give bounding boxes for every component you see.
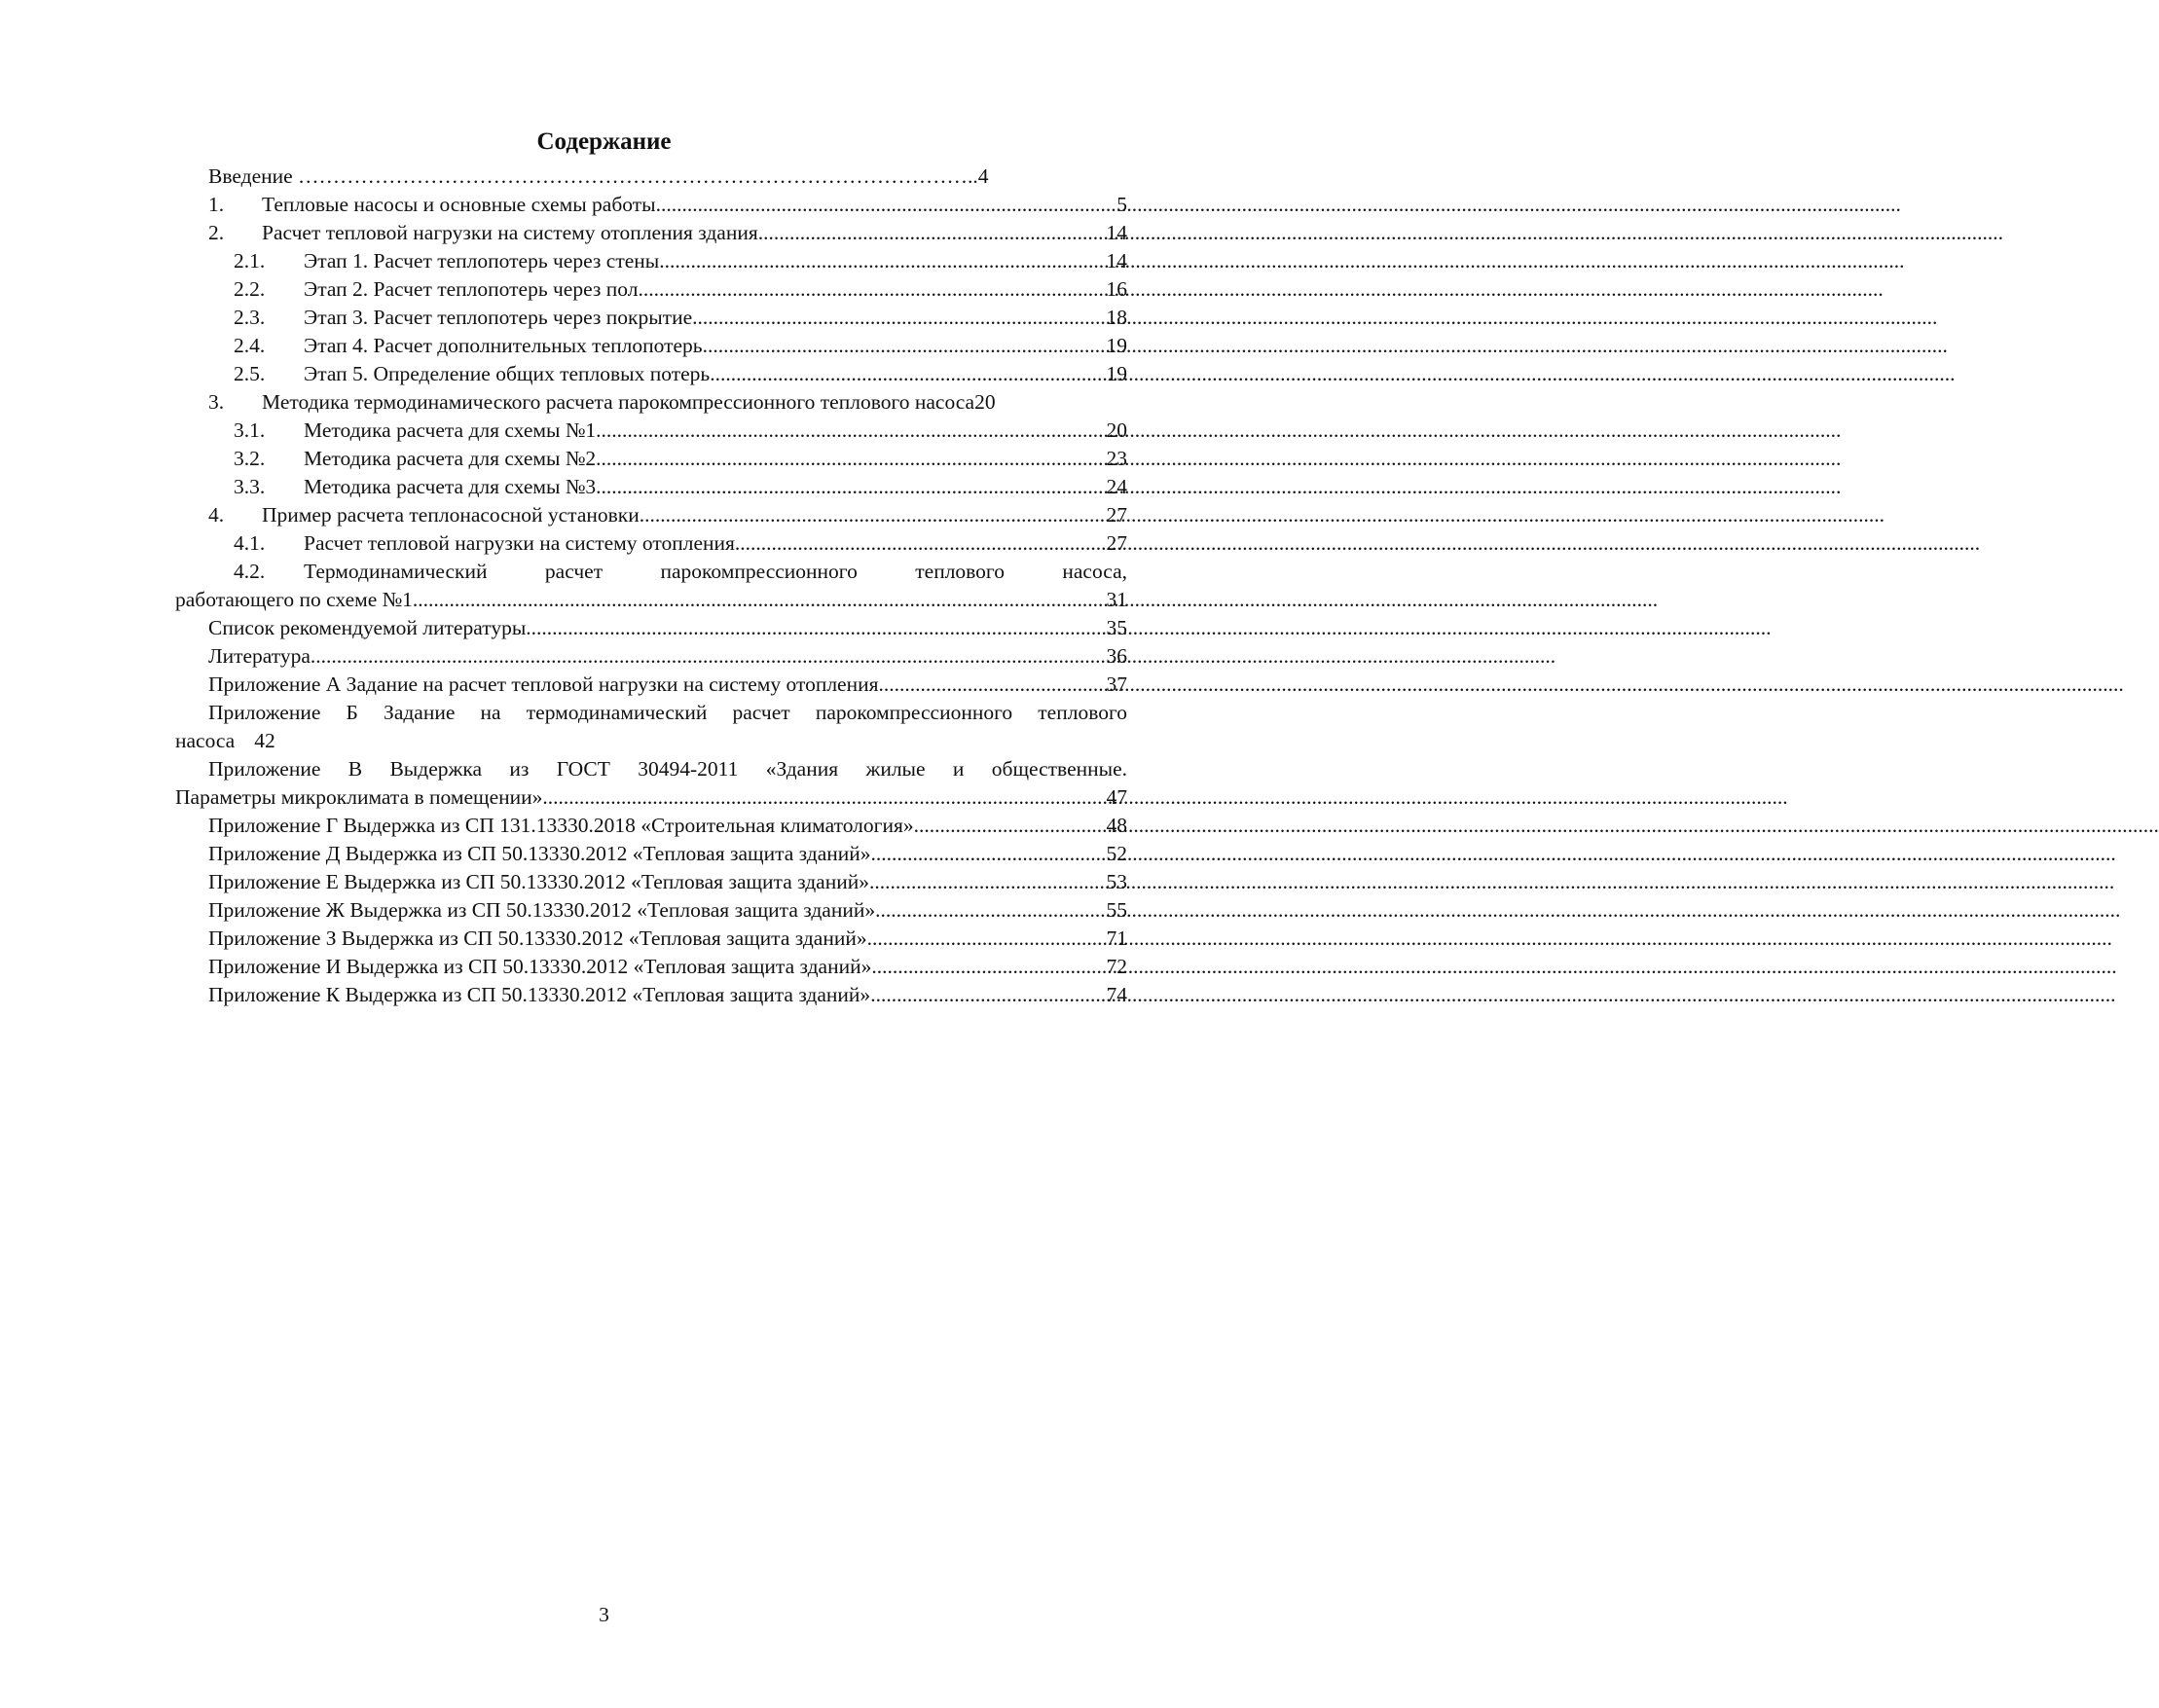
toc-leader-dots <box>656 191 1117 219</box>
toc-entry-text: Расчет тепловой нагрузки на систему отопления здания <box>262 221 758 244</box>
toc-entry-page: 27 <box>1106 503 1127 527</box>
toc-entry-3-2[interactable] <box>175 445 1127 473</box>
toc-entry-line <box>175 558 1127 586</box>
toc-entry-text: Приложение К Выдержка из СП 50.13330.2012 «Тепловая защита зданий» <box>208 983 871 1006</box>
toc-entry-page: 72 <box>1106 955 1127 978</box>
toc-leader-dots <box>703 332 1107 360</box>
toc-entry-2-5[interactable] <box>175 360 1127 388</box>
toc-entry-text: Пример расчета теплонасосной установки <box>262 503 640 527</box>
toc-leader-dots <box>596 445 1106 473</box>
toc-entry-line <box>175 783 1127 812</box>
toc-entry-page: 19 <box>1106 334 1127 357</box>
toc-entry-4[interactable] <box>175 501 1127 529</box>
toc-entry-1[interactable] <box>175 191 1127 219</box>
toc-entry-text: Расчет тепловой нагрузки на систему отопления <box>304 531 735 555</box>
toc-entry-number: 4. <box>208 503 225 527</box>
toc-entry-page: 36 <box>1106 644 1127 668</box>
toc-entry-page: 18 <box>1106 306 1127 329</box>
toc-entry-text: Введение …………………………………………………………………………………….. <box>208 164 978 188</box>
toc-entry-text: Термодинамический расчет парокомпрессионного теплового насоса, <box>304 560 1127 583</box>
toc-leader-dots <box>870 981 1106 1009</box>
toc-entry-page: 24 <box>1106 475 1127 498</box>
toc-entry-line <box>175 755 1127 783</box>
page-number: 3 <box>599 1603 609 1626</box>
toc-entry-4-1[interactable] <box>175 529 1127 558</box>
toc-entry-line <box>175 699 1127 727</box>
toc-entry-page: 31 <box>1106 588 1127 611</box>
toc-entry-page: 71 <box>1106 927 1127 950</box>
toc-entry-page: 53 <box>1106 870 1127 893</box>
table-of-contents <box>175 163 1127 1009</box>
toc-entry-page: 14 <box>1106 221 1127 244</box>
toc-entry-number: 2.2. <box>234 277 266 301</box>
toc-leader-dots <box>710 360 1106 388</box>
toc-entry-text: Приложение Г Выдержка из СП 131.13330.2018 «Строительная климатология» <box>208 814 914 837</box>
toc-entry-line <box>175 727 1127 755</box>
toc-entry-3[interactable] <box>175 388 1127 417</box>
toc-entry-text: Литература <box>208 644 311 668</box>
toc-entry-text: Список рекомендуемой литературы <box>208 616 527 639</box>
toc-entry-appendix-z[interactable] <box>175 925 1127 953</box>
toc-entry-appendix-e[interactable] <box>175 868 1127 896</box>
toc-entry-text: Этап 4. Расчет дополнительных теплопотерь <box>304 334 703 357</box>
toc-leader-dots <box>692 304 1106 332</box>
toc-leader-dots <box>596 473 1106 501</box>
toc-entry-number: 2.3. <box>234 306 266 329</box>
toc-entry-2-1[interactable] <box>175 247 1127 275</box>
toc-leader-dots <box>758 219 1107 247</box>
toc-entry-text: Методика расчета для схемы №1 <box>304 418 597 442</box>
toc-entry-appendix-d[interactable] <box>175 840 1127 868</box>
toc-entry-page: 35 <box>1106 616 1127 639</box>
toc-entry-number: 2.4. <box>234 334 266 357</box>
toc-entry-text: Приложение А Задание на расчет тепловой нагрузки на систему отопления <box>208 672 879 696</box>
toc-entry-page: 52 <box>1106 842 1127 865</box>
toc-leader-dots <box>526 614 1106 642</box>
toc-entry-text: Этап 3. Расчет теплопотерь через покрытие <box>304 306 693 329</box>
toc-entry-page: 16 <box>1106 277 1127 301</box>
toc-entry-line <box>175 586 1127 614</box>
toc-leader-dots <box>867 925 1107 953</box>
toc-leader-dots <box>311 642 1107 671</box>
toc-entry-3-1[interactable] <box>175 417 1127 445</box>
toc-entry-number: 3. <box>208 390 225 414</box>
toc-entry-appendix-v[interactable] <box>175 755 1127 812</box>
toc-entry-text: Приложение Д Выдержка из СП 50.13330.2012 «Тепловая защита зданий» <box>208 842 871 865</box>
toc-entry-2-3[interactable] <box>175 304 1127 332</box>
toc-entry-text: Приложение В Выдержка из ГОСТ 30494-2011 «Здания жилые и общественные. <box>208 757 1127 781</box>
toc-entry-text: Приложение З Выдержка из СП 50.13330.2012 «Тепловая защита зданий» <box>208 927 867 950</box>
toc-entry-literature[interactable] <box>175 642 1127 671</box>
toc-entry-number: 1. <box>208 193 225 216</box>
toc-leader-dots <box>869 868 1107 896</box>
page-title: Содержание <box>536 128 672 155</box>
toc-entry-4-2[interactable] <box>175 558 1127 614</box>
toc-entry-appendix-i[interactable] <box>175 953 1127 981</box>
toc-entry-page: 42 <box>254 729 275 752</box>
toc-entry-text: Приложение И Выдержка из СП 50.13330.2012 «Тепловая защита зданий» <box>208 955 872 978</box>
toc-leader-dots <box>659 247 1106 275</box>
toc-entry-appendix-b[interactable] <box>175 699 1127 755</box>
toc-entry-appendix-zh[interactable] <box>175 896 1127 925</box>
toc-entry-page: 23 <box>1106 447 1127 470</box>
toc-entry-number: 4.1. <box>234 531 266 555</box>
toc-entry-text: Методика расчета для схемы №3 <box>304 475 597 498</box>
toc-entry-recommended-literature[interactable] <box>175 614 1127 642</box>
toc-entry-number: 3.3. <box>234 475 266 498</box>
toc-entry-appendix-g[interactable] <box>175 812 1127 840</box>
toc-entry-text-cont: работающего по схеме №1 <box>175 588 413 611</box>
toc-entry-page: 37 <box>1106 672 1127 696</box>
toc-leader-dots <box>879 671 1107 699</box>
toc-entry-page: 20 <box>1106 418 1127 442</box>
toc-leader-dots <box>871 953 1106 981</box>
toc-leader-dots <box>871 840 1107 868</box>
toc-entry-page: 27 <box>1106 531 1127 555</box>
toc-entry-text: Методика расчета для схемы №2 <box>304 447 597 470</box>
toc-entry-number: 2.1. <box>234 249 266 273</box>
toc-entry-page: 47 <box>1106 785 1127 809</box>
toc-entry-number: 2. <box>208 221 225 244</box>
toc-leader-dots <box>542 783 1106 812</box>
toc-entry-text: Этап 1. Расчет теплопотерь через стены <box>304 249 660 273</box>
toc-entry-page: 74 <box>1106 983 1127 1006</box>
toc-entry-text: Приложение Б Задание на термодинамический расчет парокомпрессионного теплового <box>208 701 1127 724</box>
toc-leader-dots <box>638 275 1106 304</box>
toc-entry-text: Этап 5. Определение общих тепловых потерь <box>304 362 711 385</box>
toc-leader-dots <box>596 417 1106 445</box>
toc-entry-text: Приложение Ж Выдержка из СП 50.13330.2012 «Тепловая защита зданий» <box>208 898 876 922</box>
toc-entry-page: 55 <box>1106 898 1127 922</box>
toc-entry-number: 3.2. <box>234 447 266 470</box>
toc-entry-2-4[interactable] <box>175 332 1127 360</box>
toc-entry-number: 2.5. <box>234 362 266 385</box>
toc-entry-text-cont: Параметры микроклимата в помещении» <box>175 785 543 809</box>
toc-entry-appendix-k[interactable] <box>175 981 1127 1009</box>
toc-entry-text-cont: насоса <box>175 729 236 752</box>
toc-entry-3-3[interactable] <box>175 473 1127 501</box>
toc-leader-dots <box>413 586 1107 614</box>
toc-leader-dots <box>640 501 1107 529</box>
toc-entry-2[interactable] <box>175 219 1127 247</box>
toc-entry-page: 5 <box>1116 193 1127 216</box>
toc-entry-appendix-a[interactable] <box>175 671 1127 699</box>
toc-entry-page: 4 <box>977 164 989 188</box>
toc-entry-page: 19 <box>1106 362 1127 385</box>
toc-entry-intro[interactable] <box>175 163 1127 191</box>
toc-entry-page: 48 <box>1106 814 1127 837</box>
toc-leader-dots <box>914 812 1107 840</box>
toc-entry-page: 20 <box>974 390 996 414</box>
toc-entry-number: 4.2. <box>234 560 266 583</box>
toc-leader-dots <box>875 896 1106 925</box>
toc-entry-number: 3.1. <box>234 418 266 442</box>
toc-entry-text: Приложение Е Выдержка из СП 50.13330.2012 «Тепловая защита зданий» <box>208 870 869 893</box>
toc-entry-text: Этап 2. Расчет теплопотерь через пол <box>304 277 639 301</box>
toc-entry-text: Тепловые насосы и основные схемы работы <box>262 193 656 216</box>
toc-entry-text: Методика термодинамического расчета парокомпрессионного теплового насоса <box>262 390 975 414</box>
toc-entry-2-2[interactable] <box>175 275 1127 304</box>
toc-leader-dots <box>735 529 1107 558</box>
toc-entry-page: 14 <box>1106 249 1127 273</box>
